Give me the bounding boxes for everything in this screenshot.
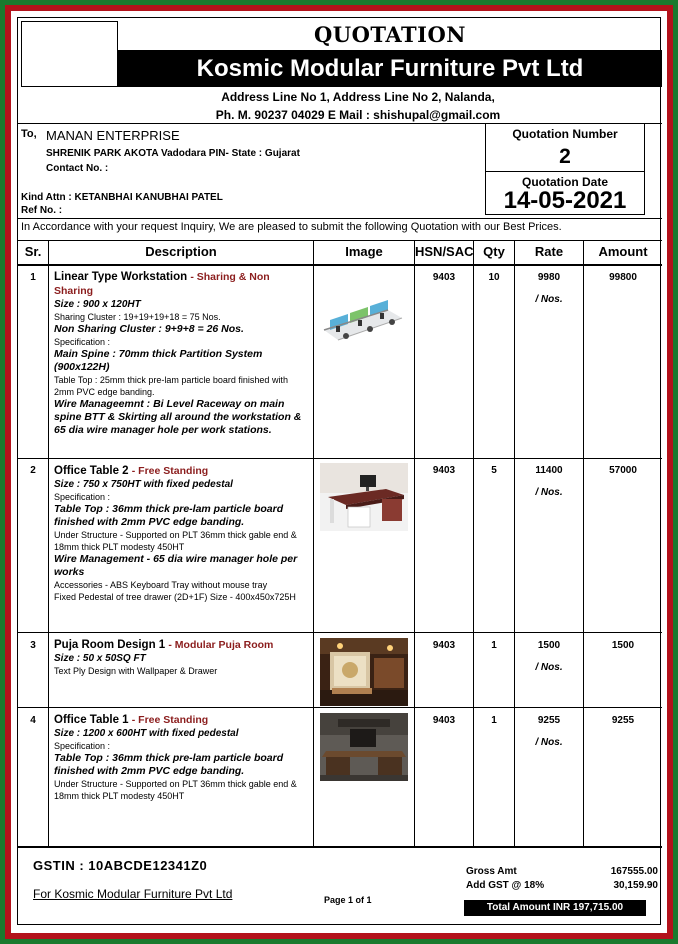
- column-header-description: Description: [145, 244, 217, 259]
- row-title-line: [54, 270, 308, 298]
- column-divider: [313, 240, 314, 846]
- for-company-signature: For Kosmic Modular Furniture Pvt Ltd: [33, 887, 233, 901]
- row-title: Linear Type Workstation: [54, 271, 188, 283]
- row-unit: / Nos.: [535, 294, 563, 305]
- row-hsn: 9403: [432, 465, 456, 476]
- row-unit: / Nos.: [535, 737, 563, 748]
- row-title-line: [54, 464, 308, 478]
- logo-placeholder: [21, 21, 118, 87]
- row-spec-line: Table Top : 36mm thick pre-lam particle board finished with 2mm PVC edge banding.: [54, 752, 284, 777]
- quotation-number: 2: [559, 145, 571, 168]
- row-spec-line: Text Ply Design with Wallpaper & Drawer: [54, 666, 218, 676]
- column-header-sr: Sr.: [24, 244, 42, 259]
- customer-contact: Contact No. :: [46, 163, 109, 174]
- row-divider: [18, 707, 662, 708]
- row-rate: 11400: [535, 465, 563, 476]
- column-divider: [473, 240, 474, 846]
- gstin: GSTIN : 10ABCDE12341Z0: [33, 858, 208, 873]
- row-description: [54, 464, 308, 603]
- row-spec-line: Fixed Pedestal of tree drawer (2D+1F) Size - 400x450x725H: [54, 592, 296, 602]
- quotation-box-divider: [486, 171, 644, 172]
- customer-address: SHRENIK PARK AKOTA Vadodara PIN- State : Gujarat: [46, 148, 300, 159]
- company-address: Address Line No 1, Address Line No 2, Nalanda,: [221, 90, 495, 104]
- row-spec-line: Specification :: [54, 741, 111, 751]
- row-title-line: [54, 638, 308, 652]
- intro-text: In Accordance with your request Inquiry, We are pleased to submit the following Quotation with our Best Prices.: [21, 221, 562, 233]
- row-amount: 9255: [611, 715, 635, 726]
- row-rate: 1500: [537, 640, 561, 651]
- row-spec-line: Specification :: [54, 492, 111, 502]
- row-spec-line: Sharing Cluster : 19+19+19+18 = 75 Nos.: [54, 312, 221, 322]
- row-subtitle: - Free Standing: [131, 714, 209, 726]
- column-header-qty: Qty: [483, 244, 505, 259]
- row-title-line: [54, 713, 308, 727]
- to-label: To,: [21, 128, 37, 140]
- column-divider: [514, 240, 515, 846]
- row-rate: 9980: [537, 272, 561, 283]
- page-number: Page 1 of 1: [324, 895, 372, 905]
- table-header-bottom-line: [18, 264, 662, 266]
- row-sr: 3: [30, 640, 36, 651]
- row-spec-line: Table Top : 36mm thick pre-lam particle board finished with 2mm PVC edge banding.: [54, 503, 284, 528]
- gross-amount-label: Gross Amt: [466, 866, 517, 877]
- row-divider: [18, 632, 662, 633]
- column-divider: [414, 240, 415, 846]
- row-qty: 10: [488, 272, 500, 283]
- row-hsn: 9403: [432, 272, 456, 283]
- column-header-image: Image: [345, 244, 383, 259]
- row-subtitle: - Modular Puja Room: [168, 639, 274, 651]
- company-name-banner: Kosmic Modular Furniture Pvt Ltd: [118, 50, 662, 87]
- row-subtitle: - Free Standing: [131, 465, 209, 477]
- quotation-date-label: Quotation Date: [522, 175, 608, 189]
- row-qty: 1: [491, 715, 497, 726]
- customer-divider: [18, 218, 662, 219]
- gst-value: 30,159.90: [613, 880, 658, 891]
- row-size: Size : 750 x 750HT with fixed pedestal: [54, 479, 233, 490]
- table-top-line: [18, 240, 662, 241]
- company-contact: Ph. M. 90237 04029 E Mail : shishupal@gmail.com: [215, 108, 501, 122]
- row-sr: 4: [30, 715, 36, 726]
- row-spec-line: Main Spine : 70mm thick Partition System (900x122H): [54, 348, 263, 373]
- gst-label: Add GST @ 18%: [466, 880, 545, 891]
- column-divider: [583, 240, 584, 846]
- table-bottom-line: [18, 846, 662, 848]
- row-description: [54, 713, 308, 802]
- row-size: Size : 50 x 50SQ FT: [54, 653, 146, 664]
- document-frame: [17, 17, 661, 925]
- row-title: Office Table 2: [54, 465, 129, 477]
- workstation-image: [318, 280, 406, 348]
- row-amount: 1500: [611, 640, 635, 651]
- row-divider: [18, 458, 662, 459]
- column-header-rate: Rate: [534, 244, 564, 259]
- row-title: Puja Room Design 1: [54, 639, 166, 651]
- quotation-number-label: Quotation Number: [512, 127, 618, 141]
- row-spec-line: Table Top : 25mm thick pre-lam particle board finished with 2mm PVC edge banding.: [54, 375, 288, 397]
- row-qty: 5: [491, 465, 497, 476]
- row-amount: 57000: [609, 465, 637, 476]
- row-unit: / Nos.: [535, 487, 563, 498]
- row-spec-line: Accessories - ABS Keyboard Tray without mouse tray: [54, 580, 268, 590]
- row-spec-line: Wire Management - 65 dia wire manager hole per works: [54, 553, 298, 578]
- document-title: QUOTATION: [314, 22, 466, 47]
- row-sr: 1: [30, 272, 36, 283]
- row-spec-line: Non Sharing Cluster : 9+9+8 = 26 Nos.: [54, 323, 244, 335]
- kind-attention: Kind Attn : KETANBHAI KANUBHAI PATEL: [21, 192, 223, 203]
- row-title: Office Table 1: [54, 714, 129, 726]
- customer-name: MANAN ENTERPRISE: [46, 128, 180, 143]
- row-hsn: 9403: [432, 715, 456, 726]
- column-header-amount: Amount: [598, 244, 648, 259]
- puja-room-image: [320, 638, 408, 706]
- row-size: Size : 900 x 120HT: [54, 299, 141, 310]
- column-header-hsn: HSN/SAC: [415, 244, 474, 259]
- row-description: [54, 270, 308, 437]
- row-rate: 9255: [537, 715, 561, 726]
- office-table-image: [320, 463, 408, 531]
- row-hsn: 9403: [432, 640, 456, 651]
- quotation-info-box: [485, 123, 645, 215]
- total-amount: Total Amount INR 197,715.00: [464, 900, 646, 916]
- quotation-date: 14-05-2021: [503, 187, 627, 214]
- office-table-1-image: [320, 713, 408, 781]
- column-divider: [48, 240, 49, 846]
- row-description: [54, 638, 308, 677]
- reference-number: Ref No. :: [21, 205, 63, 216]
- row-spec-line: Wire Manageemnt : Bi Level Raceway on main spine BTT & Skirting all around the workstation & 65 dia wire manager hole per work stations.: [54, 398, 302, 436]
- row-unit: / Nos.: [535, 662, 563, 673]
- gross-amount-value: 167555.00: [610, 866, 658, 877]
- quotation-sheet: [11, 11, 667, 933]
- row-qty: 1: [491, 640, 497, 651]
- row-subtitle: - Sharing & Non Sharing: [54, 271, 270, 297]
- row-spec-line: Specification :: [54, 337, 111, 347]
- row-spec-line: Under Structure - Supported on PLT 36mm thick gable end & 18mm thick PLT modesty 450HT: [54, 530, 297, 552]
- row-spec-line: Under Structure - Supported on PLT 36mm thick gable end & 18mm thick PLT modesty 450HT: [54, 779, 297, 801]
- row-size: Size : 1200 x 600HT with fixed pedestal: [54, 728, 239, 739]
- row-amount: 99800: [609, 272, 637, 283]
- row-sr: 2: [30, 465, 36, 476]
